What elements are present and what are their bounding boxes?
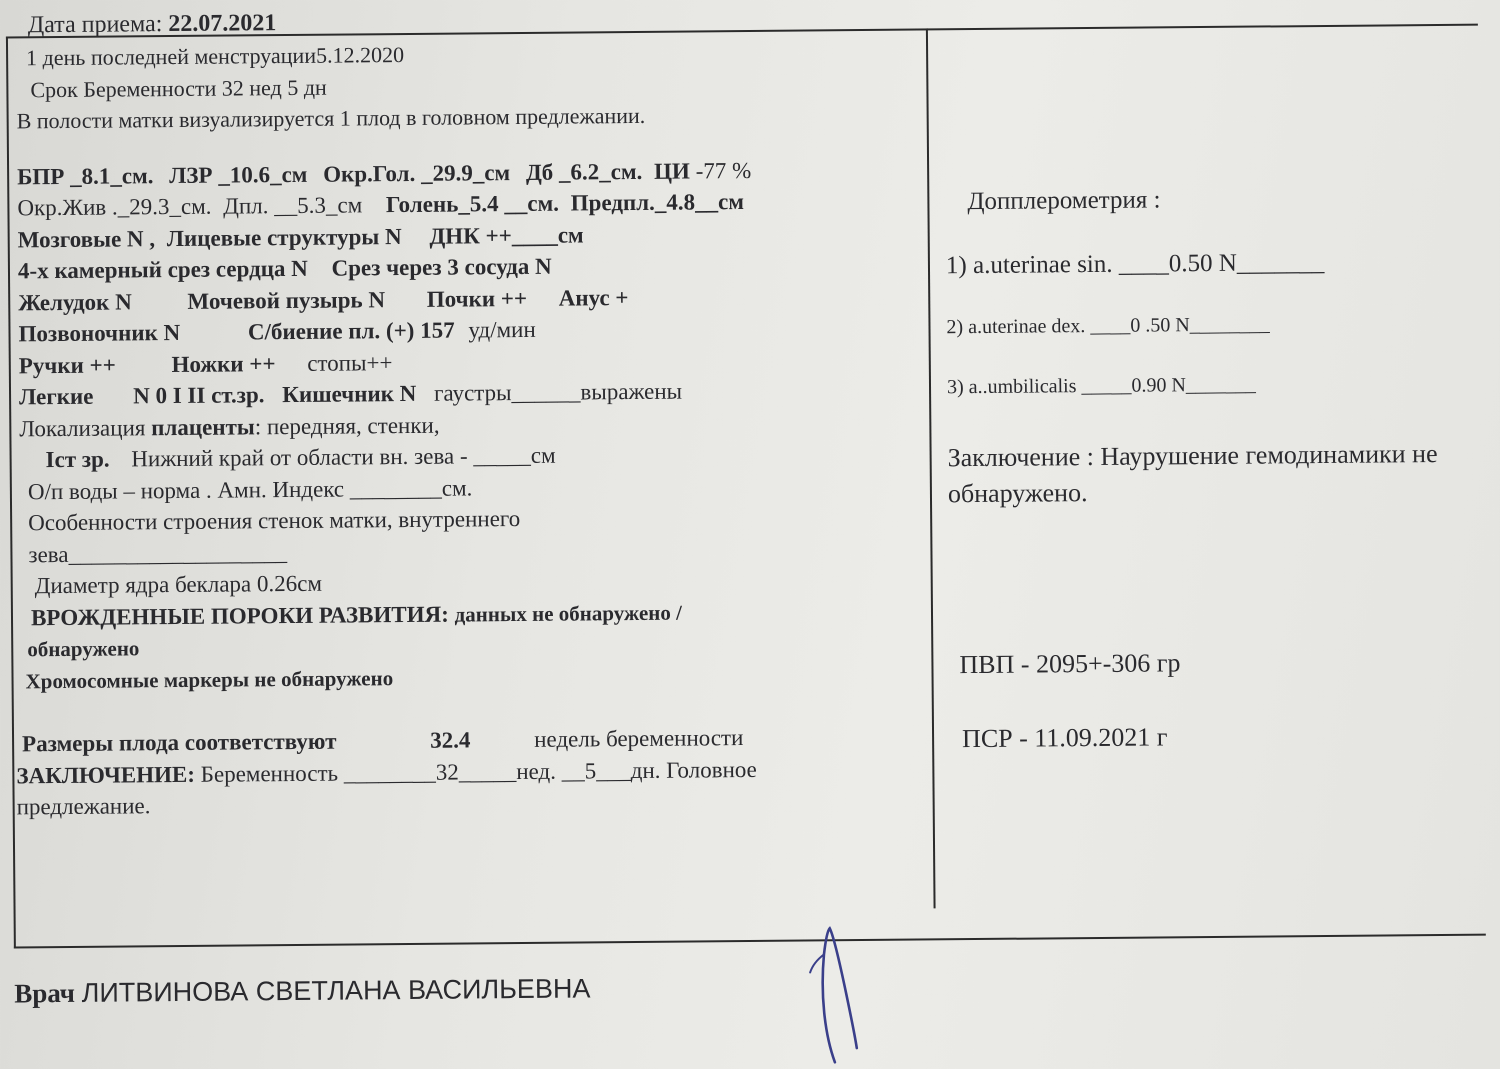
ci-value: -77 % xyxy=(695,157,752,183)
conclusion-value: Беременность ________32_____нед. __5___дн. Головное xyxy=(200,756,757,787)
intestine-value: Кишечник N xyxy=(282,380,417,408)
brain-value: Мозговые N , xyxy=(17,225,156,252)
doctor-label: Врач xyxy=(14,977,76,1009)
malformations-value: данных не обнаружено / xyxy=(454,600,683,627)
due-date: ПСР - 11.09.2021 г xyxy=(961,722,1168,754)
malformations-alt: обнаружено xyxy=(27,636,140,662)
lungs-label: Легкие xyxy=(18,383,94,410)
doctor-signature-line xyxy=(14,973,590,1009)
lungs-value: N 0 I II ст.зр. xyxy=(133,382,265,409)
placenta-label: Локализация xyxy=(19,414,146,441)
beclard-line: Диаметр ядра беклара 0.26см xyxy=(34,570,323,599)
uterus-walls-line: Особенности строения стенок матки, внутреннего xyxy=(28,506,521,536)
legs-value: Ножки ++ xyxy=(171,350,276,377)
chromosome-markers-line: Хромосомные маркеры не обнаружено xyxy=(25,665,394,693)
placenta-word: плаценты xyxy=(151,413,255,440)
dnk-value: ДНК ++____см xyxy=(429,221,584,249)
heartbeat-unit: уд/мин xyxy=(468,316,536,343)
anus-value: Анус + xyxy=(558,284,629,311)
haustra-value: гаустры______выражены xyxy=(433,378,683,406)
conclusion-label: ЗАКЛЮЧЕНИЕ: xyxy=(16,761,196,788)
doppler-uterine-right: 2) a.uterinae dex. ____0 .50 N________ xyxy=(946,313,1270,339)
lmp-line: 1 день последней менструации5.12.2020 xyxy=(26,42,405,71)
visit-date-value: 22.07.2021 xyxy=(168,10,277,38)
ci-label: ЦИ xyxy=(653,158,690,184)
fetal-size-label: Размеры плода соответствуют xyxy=(21,728,337,757)
forearm-value: Предпл._4.8__см xyxy=(570,189,745,216)
fetal-size-unit: недель беременности xyxy=(534,725,744,752)
fetus-position-line: В полости матки визуализируется 1 плод в головном предлежании. xyxy=(16,102,646,134)
stomach-value: Желудок N xyxy=(18,288,132,315)
heartbeat-value: С/биение пл. (+) 157 xyxy=(247,317,455,345)
spine-value: Позвоночник N xyxy=(18,319,181,347)
vessels-value: Срез через 3 сосуда N xyxy=(331,253,552,281)
doppler-uterine-left: 1) a.uterinae sin. ____0.50 N_______ xyxy=(945,248,1325,280)
abd-circ-value: Окр.Жив ._29.3_см. xyxy=(17,193,212,221)
ultrasound-findings xyxy=(16,34,933,822)
kidneys-value: Почки ++ xyxy=(426,285,528,312)
face-value: Лицевые структуры N xyxy=(166,223,402,251)
doctor-name: ЛИТВИНОВА СВЕТЛАНА ВАСИЛЬЕВНА xyxy=(81,973,591,1008)
femur-value: Дб _6.2_см. xyxy=(525,158,643,185)
conclusion-presentation: предлежание. xyxy=(16,793,151,820)
bpd-value: БПР _8.1_см. xyxy=(17,162,154,189)
doppler-title: Допплерометрия : xyxy=(967,186,1161,216)
placenta-edge: Нижний край от области вн. зева - _____см xyxy=(131,442,556,472)
shin-value: Голень_5.4 __см. xyxy=(385,190,560,218)
placenta-value: : передняя, стенки, xyxy=(254,412,440,439)
head-circ-value: Окр.Гол. _29.9_см xyxy=(323,159,511,187)
malformations-label: ВРОЖДЕННЫЕ ПОРОКИ РАЗВИТИЯ: xyxy=(30,601,449,630)
amniotic-line: О/п воды – норма . Амн. Индекс ________см. xyxy=(27,474,473,504)
feet-value: стопы++ xyxy=(307,349,393,376)
handwritten-signature xyxy=(794,924,885,1069)
cervix-line: зева___________________ xyxy=(28,539,288,567)
gestation-line: Срок Беременности 32 нед 5 дн xyxy=(30,74,327,102)
ofd-value: ЛЗР _10.6_см xyxy=(169,161,308,188)
arms-value: Ручки ++ xyxy=(18,352,116,378)
doppler-umbilical: 3) a..umbilicalis _____0.90 N_______ xyxy=(946,373,1256,399)
heart-value: 4-х камерный срез сердца N xyxy=(17,255,308,284)
bladder-value: Мочевой пузырь N xyxy=(187,286,386,314)
placenta-grade: Iст зр. xyxy=(45,446,110,473)
doppler-conclusion: Заключение : Наурушение гемодинамики не обнаружено. xyxy=(947,438,1438,509)
hip-value: Дпл. __5.3_см xyxy=(223,192,363,219)
estimated-weight: ПВП - 2095+-306 гр xyxy=(959,648,1181,680)
visit-date-label: Дата приема: xyxy=(27,11,163,39)
fetal-size-weeks: 32.4 xyxy=(430,727,471,753)
